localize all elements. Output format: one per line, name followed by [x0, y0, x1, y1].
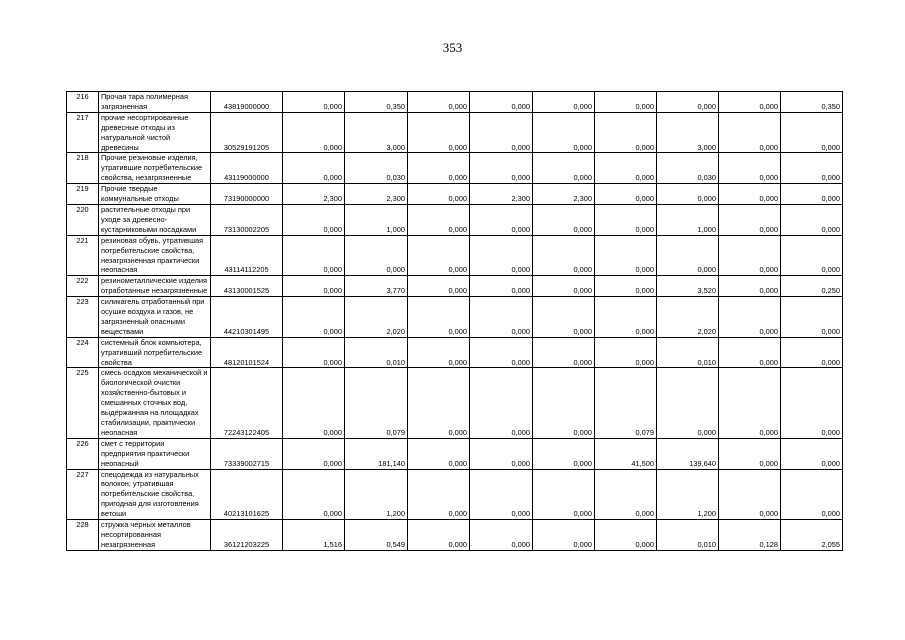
waste-code: 30529191205	[211, 112, 283, 153]
value-cell: 0,000	[470, 204, 533, 235]
value-cell: 0,000	[595, 520, 657, 551]
value-cell: 0,000	[781, 184, 843, 205]
value-cell: 0,000	[470, 92, 533, 113]
value-cell: 0,000	[283, 337, 345, 368]
value-cell: 0,000	[595, 204, 657, 235]
value-cell: 0,000	[657, 235, 719, 276]
value-cell: 0,030	[345, 153, 408, 184]
value-cell: 0,000	[533, 276, 595, 297]
waste-code: 73190000000	[211, 184, 283, 205]
value-cell: 0,000	[408, 438, 470, 469]
value-cell: 1,200	[345, 469, 408, 520]
table-row	[67, 337, 843, 368]
value-cell: 0,000	[408, 153, 470, 184]
waste-name: стружка черных металлов несортированная незагрязненная	[99, 520, 211, 551]
table-row	[67, 368, 843, 438]
value-cell: 0,000	[283, 276, 345, 297]
value-cell: 0,000	[470, 438, 533, 469]
value-cell: 0,000	[533, 520, 595, 551]
table-row	[67, 153, 843, 184]
value-cell: 0,000	[781, 112, 843, 153]
value-cell: 0,000	[470, 297, 533, 338]
row-number: 222	[67, 276, 99, 297]
value-cell: 2,300	[533, 184, 595, 205]
value-cell: 0,000	[719, 297, 781, 338]
waste-code: 43130001525	[211, 276, 283, 297]
value-cell: 0,128	[719, 520, 781, 551]
table-body	[67, 92, 843, 551]
value-cell: 1,200	[657, 469, 719, 520]
waste-name: смесь осадков механической и биологической очистки хозяйственно-бытовых и смешанных сточных вод, выдержанная на площадках стабилизации, практически неопасная	[99, 368, 211, 438]
value-cell: 0,000	[719, 112, 781, 153]
value-cell: 0,000	[283, 92, 345, 113]
value-cell: 0,000	[781, 204, 843, 235]
value-cell: 2,020	[657, 297, 719, 338]
table-row	[67, 469, 843, 520]
value-cell: 0,000	[719, 368, 781, 438]
value-cell: 0,000	[719, 153, 781, 184]
waste-name: прочие несортированные древесные отходы из натуральной чистой древесины	[99, 112, 211, 153]
value-cell: 0,000	[781, 235, 843, 276]
waste-name: силикагель отработанный при осушке воздуха и газов, не загрязненный опасными веществами	[99, 297, 211, 338]
table-row	[67, 438, 843, 469]
value-cell: 0,000	[657, 184, 719, 205]
waste-name: Прочие резиновые изделия, утратившие потребительские свойства, незагрязненные	[99, 153, 211, 184]
waste-code: 44210301495	[211, 297, 283, 338]
value-cell: 0,010	[345, 337, 408, 368]
value-cell: 2,055	[781, 520, 843, 551]
row-number: 226	[67, 438, 99, 469]
row-number: 218	[67, 153, 99, 184]
value-cell: 0,000	[470, 337, 533, 368]
value-cell: 41,500	[595, 438, 657, 469]
value-cell: 0,000	[408, 368, 470, 438]
value-cell: 0,000	[408, 235, 470, 276]
value-cell: 0,000	[719, 438, 781, 469]
value-cell: 0,000	[408, 204, 470, 235]
value-cell: 0,250	[781, 276, 843, 297]
table-row	[67, 297, 843, 338]
value-cell: 181,140	[345, 438, 408, 469]
row-number: 219	[67, 184, 99, 205]
value-cell: 0,000	[533, 297, 595, 338]
table-row	[67, 184, 843, 205]
table-row	[67, 92, 843, 113]
value-cell: 0,079	[345, 368, 408, 438]
row-number: 228	[67, 520, 99, 551]
value-cell: 0,079	[595, 368, 657, 438]
waste-name: Прочие твердые коммунальные отходы	[99, 184, 211, 205]
row-number: 221	[67, 235, 99, 276]
value-cell: 0,000	[595, 337, 657, 368]
waste-code: 73339002715	[211, 438, 283, 469]
waste-name: резиновая обувь, утратившая потребительские свойства, незагрязненная практически неопасная	[99, 235, 211, 276]
value-cell: 0,000	[408, 92, 470, 113]
value-cell: 0,000	[595, 92, 657, 113]
value-cell: 0,000	[719, 235, 781, 276]
waste-name: системный блок компьютера, утративший потребительские свойства	[99, 337, 211, 368]
waste-code: 40213101625	[211, 469, 283, 520]
value-cell: 0,000	[408, 520, 470, 551]
value-cell: 0,000	[781, 153, 843, 184]
value-cell: 0,000	[781, 368, 843, 438]
row-number: 223	[67, 297, 99, 338]
value-cell: 0,000	[408, 337, 470, 368]
value-cell: 0,000	[533, 112, 595, 153]
value-cell: 0,000	[283, 297, 345, 338]
row-number: 225	[67, 368, 99, 438]
value-cell: 0,350	[781, 92, 843, 113]
value-cell: 0,000	[595, 184, 657, 205]
value-cell: 0,000	[719, 204, 781, 235]
table-row	[67, 276, 843, 297]
row-number: 227	[67, 469, 99, 520]
row-number: 216	[67, 92, 99, 113]
value-cell: 0,000	[595, 153, 657, 184]
value-cell: 0,000	[595, 276, 657, 297]
row-number: 217	[67, 112, 99, 153]
value-cell: 0,000	[408, 112, 470, 153]
value-cell: 0,000	[657, 368, 719, 438]
value-cell: 0,000	[595, 112, 657, 153]
waste-code: 36121203225	[211, 520, 283, 551]
waste-code: 43114112205	[211, 235, 283, 276]
value-cell: 0,000	[533, 469, 595, 520]
value-cell: 0,000	[470, 368, 533, 438]
value-cell: 0,000	[533, 438, 595, 469]
row-number: 224	[67, 337, 99, 368]
value-cell: 0,000	[408, 184, 470, 205]
value-cell: 0,000	[408, 297, 470, 338]
value-cell: 0,000	[533, 337, 595, 368]
value-cell: 1,000	[657, 204, 719, 235]
value-cell: 0,000	[283, 112, 345, 153]
value-cell: 0,000	[408, 276, 470, 297]
value-cell: 0,000	[781, 438, 843, 469]
value-cell: 0,000	[781, 297, 843, 338]
value-cell: 0,549	[345, 520, 408, 551]
waste-code: 72243122405	[211, 368, 283, 438]
table-row	[67, 520, 843, 551]
value-cell: 0,000	[345, 235, 408, 276]
value-cell: 0,000	[533, 92, 595, 113]
value-cell: 2,300	[345, 184, 408, 205]
waste-code: 43119000000	[211, 153, 283, 184]
value-cell: 0,000	[781, 469, 843, 520]
value-cell: 1,516	[283, 520, 345, 551]
value-cell: 0,000	[470, 520, 533, 551]
value-cell: 0,000	[533, 368, 595, 438]
value-cell: 2,020	[345, 297, 408, 338]
value-cell: 0,000	[470, 112, 533, 153]
waste-name: смет с территории предприятия практически неопасный	[99, 438, 211, 469]
waste-name: растительные отходы при уходе за древесно-кустарниковыми посадками	[99, 204, 211, 235]
page-number: 353	[442, 40, 463, 55]
table-row	[67, 112, 843, 153]
value-cell: 0,000	[283, 153, 345, 184]
value-cell: 0,000	[595, 469, 657, 520]
value-cell: 0,000	[595, 297, 657, 338]
waste-table	[66, 91, 843, 551]
value-cell: 2,300	[283, 184, 345, 205]
value-cell: 0,000	[595, 235, 657, 276]
value-cell: 0,000	[533, 204, 595, 235]
row-number: 220	[67, 204, 99, 235]
table-row	[67, 235, 843, 276]
value-cell: 0,350	[345, 92, 408, 113]
waste-name: резинометаллические изделия отработанные незагрязненные	[99, 276, 211, 297]
waste-name: спецодежда из натуральных волокон, утратившая потребительские свойства, пригодная для изготовления ветоши	[99, 469, 211, 520]
value-cell: 0,000	[283, 235, 345, 276]
waste-code: 73130002205	[211, 204, 283, 235]
table-row	[67, 204, 843, 235]
value-cell: 0,010	[657, 337, 719, 368]
value-cell: 0,000	[719, 184, 781, 205]
value-cell: 0,000	[533, 235, 595, 276]
value-cell: 1,000	[345, 204, 408, 235]
value-cell: 0,000	[283, 469, 345, 520]
value-cell: 0,000	[283, 368, 345, 438]
value-cell: 0,010	[657, 520, 719, 551]
value-cell: 0,030	[657, 153, 719, 184]
value-cell: 0,000	[781, 337, 843, 368]
value-cell: 0,000	[533, 153, 595, 184]
value-cell: 3,000	[657, 112, 719, 153]
value-cell: 139,640	[657, 438, 719, 469]
value-cell: 3,770	[345, 276, 408, 297]
waste-code: 48120101524	[211, 337, 283, 368]
value-cell: 0,000	[408, 469, 470, 520]
value-cell: 0,000	[283, 438, 345, 469]
value-cell: 2,300	[470, 184, 533, 205]
value-cell: 0,000	[719, 337, 781, 368]
value-cell: 3,520	[657, 276, 719, 297]
value-cell: 0,000	[470, 235, 533, 276]
waste-code: 43819000000	[211, 92, 283, 113]
waste-name: Прочая тара полимерная загрязненная	[99, 92, 211, 113]
value-cell: 0,000	[470, 153, 533, 184]
value-cell: 0,000	[470, 276, 533, 297]
value-cell: 0,000	[657, 92, 719, 113]
value-cell: 0,000	[719, 276, 781, 297]
value-cell: 0,000	[719, 92, 781, 113]
value-cell: 0,000	[283, 204, 345, 235]
value-cell: 3,000	[345, 112, 408, 153]
value-cell: 0,000	[719, 469, 781, 520]
value-cell: 0,000	[470, 469, 533, 520]
